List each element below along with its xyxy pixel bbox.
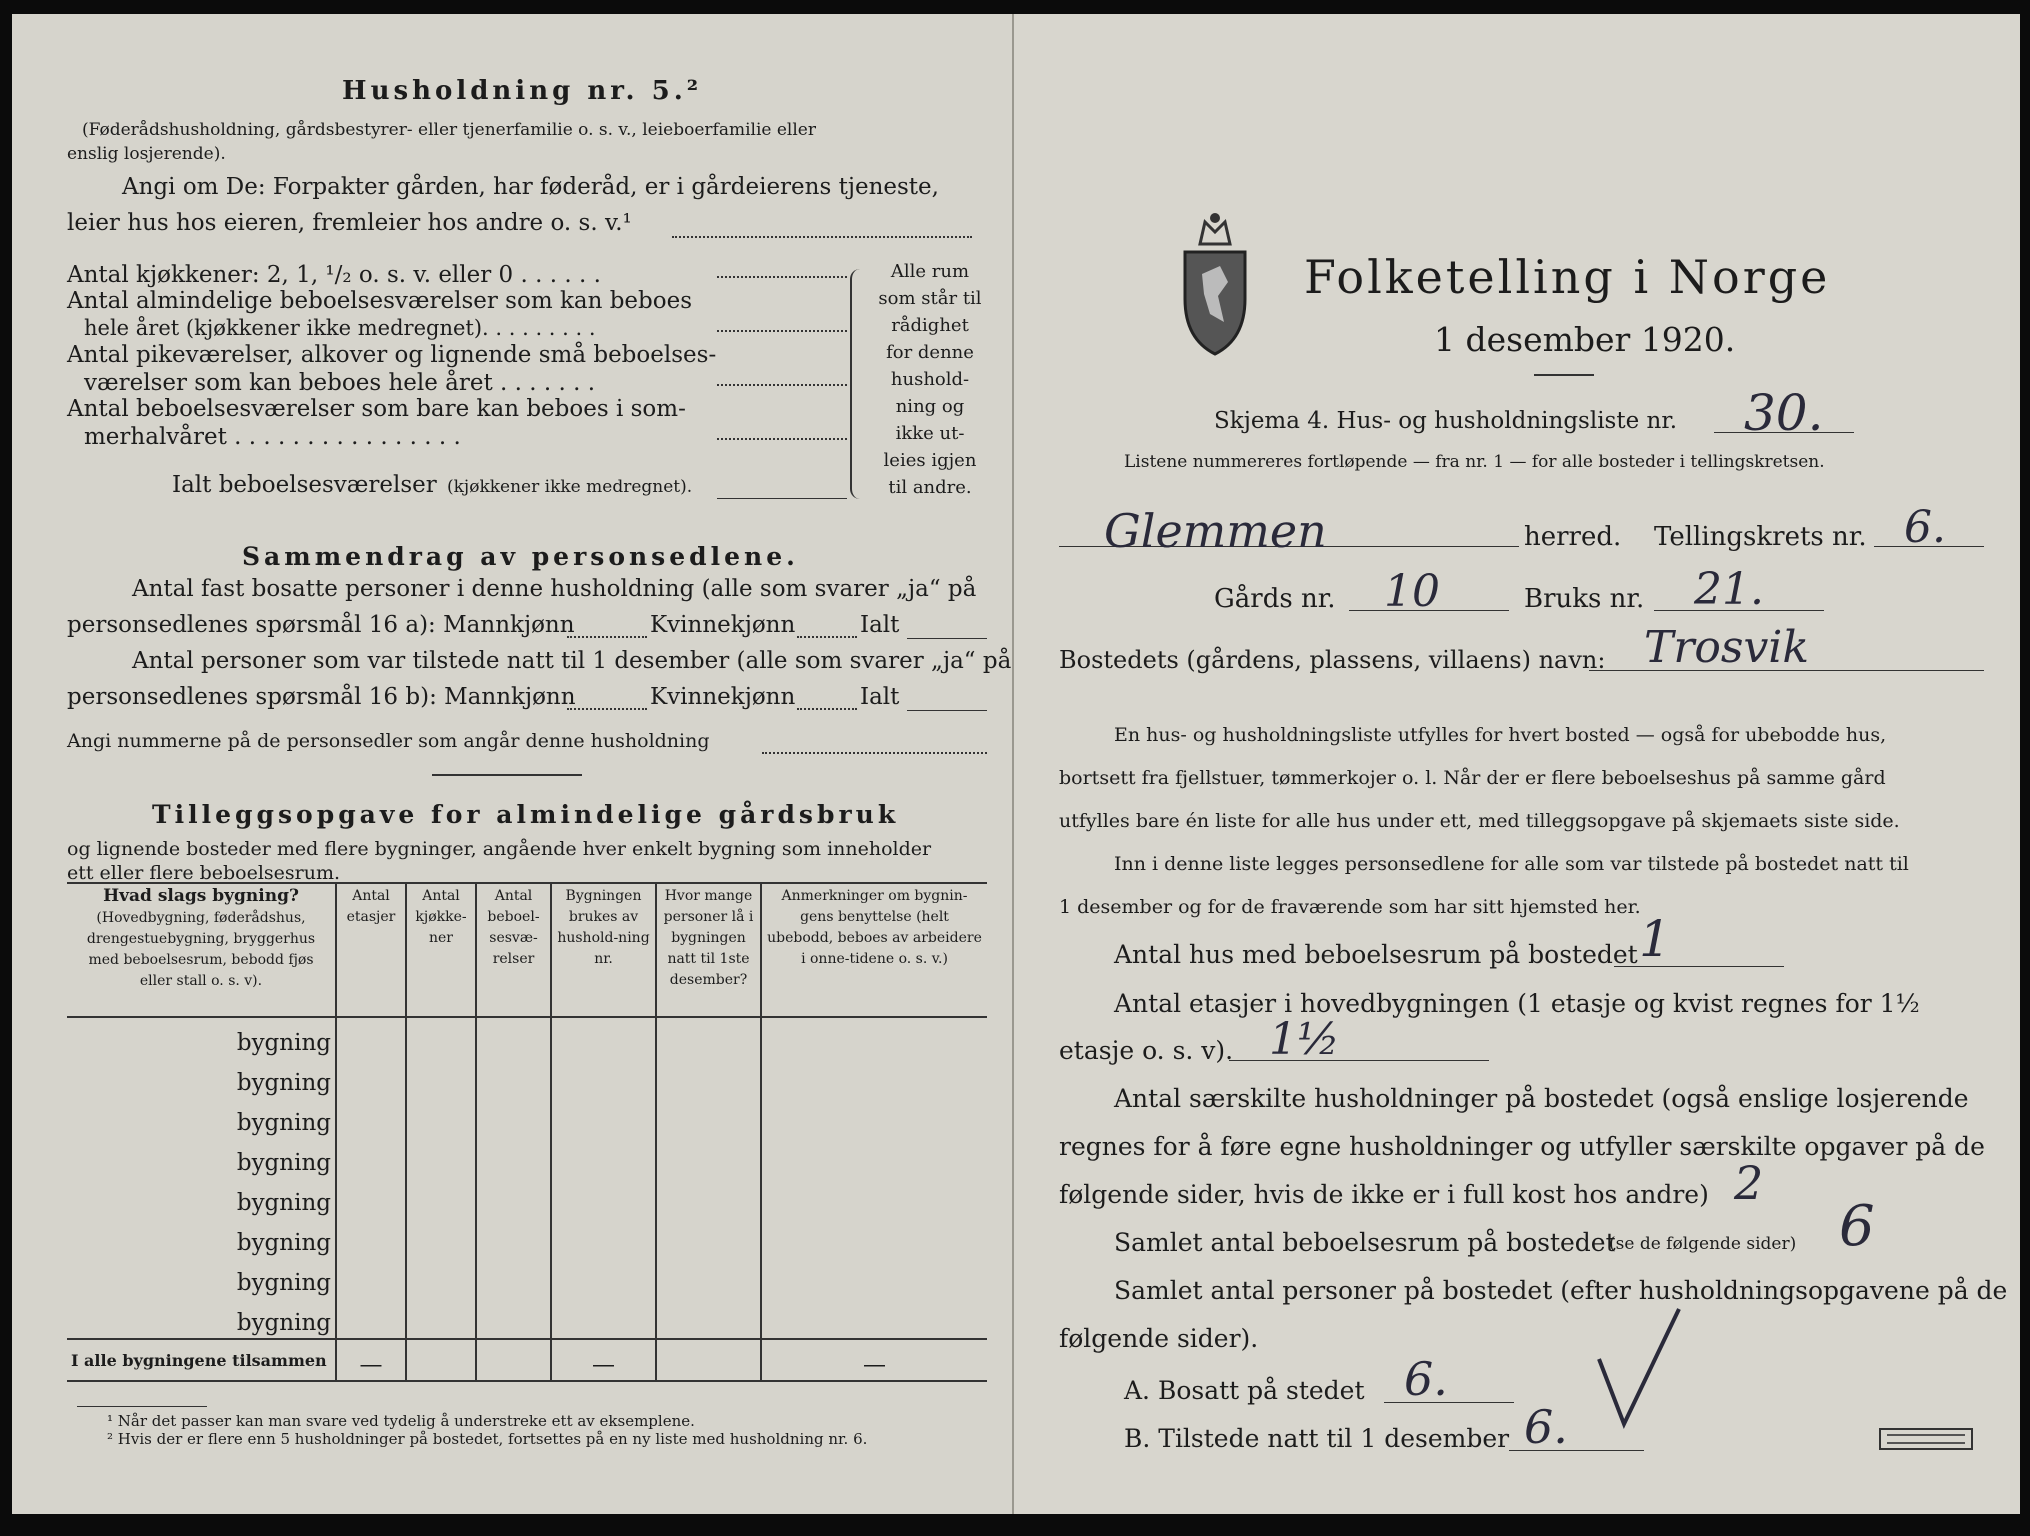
sum2-kvinne-label: Kvinnekjønn (650, 684, 796, 710)
sum2-mann-field (567, 708, 647, 710)
q3-value: 2 (1734, 1156, 1764, 1210)
brace-note-line: som står til (878, 288, 982, 309)
row-label: bygning (236, 1070, 331, 1096)
para-line: bortsett fra fjellstuer, tømmerkojer o. l. Når der er flere beboelseshus på samme gård (1059, 767, 1886, 789)
footnote-1: ¹ Når det passer kan man svare ved tydelig å understreke ett av eksemplene. (107, 1412, 695, 1430)
row-label: bygning (236, 1190, 331, 1216)
household-subtitle: (Føderådshusholdning, gårdsbestyrer- eller tjenerfamilie o. s. v., leieboerfamilie eller (82, 120, 816, 140)
col-header-remarks: Anmerkninger om bygnin-gens benyttelse (helt ubebodd, beboes av arbeidere i onne-tidene o. s. v.) (761, 884, 987, 1017)
col-header-rooms: Antal beboel-sesvæ-relser (476, 884, 551, 1017)
sum2-kvinne-field (797, 708, 857, 710)
herred-value: Glemmen (1104, 504, 1327, 558)
supplement-text-1: og lignende bosteder med flere bygninger, angående hver enkelt bygning som inneholder (67, 838, 932, 860)
gards-value: 10 (1384, 566, 1440, 617)
rooms-total-note: (kjøkkener ikke medregnet). (447, 477, 693, 497)
brace-note-line: til andre. (888, 477, 972, 498)
summary-2b: personsedlenes spørsmål 16 b): Mannkjønn (67, 684, 576, 710)
angi-line-1: Angi om De: Forpakter gården, har føderåd, er i gårdeierens tjeneste, (122, 174, 939, 200)
table-row (67, 1218, 987, 1258)
check-mark-icon (1594, 1304, 1684, 1434)
kitchens-label: Antal kjøkkener: 2, 1, ¹/₂ o. s. v. eller 0 . . . . . . (67, 262, 601, 288)
sum1-mann-field (567, 636, 647, 638)
sum2-ialt-label: Ialt (860, 684, 900, 710)
bosted-value: Trosvik (1644, 622, 1810, 673)
sum1-ialt-label: Ialt (860, 612, 900, 638)
angi-nummerne-field (762, 752, 987, 754)
footnote-2: ² Hvis der er flere enn 5 husholdninger på bostedet, fortsettes på en ny liste med husholdning nr. 6. (107, 1430, 868, 1448)
para-line: En hus- og husholdningsliste utfylles for hvert bosted — også for ubebodde hus, (1114, 724, 1887, 746)
qa-label: A. Bosatt på stedet (1124, 1376, 1365, 1405)
q3a-label: Antal særskilte husholdninger på bostedet (også enslige losjerende (1114, 1084, 1969, 1113)
coat-of-arms-icon (1180, 204, 1250, 364)
schema-label: Skjema 4. Hus- og husholdningsliste nr. (1214, 408, 1678, 434)
sum1-kvinne-label: Kvinnekjønn (650, 612, 796, 638)
bosted-label: Bostedets (gårdens, plassens, villaens) navn: (1059, 646, 1606, 674)
q3b-label: regnes for å føre egne husholdninger og utfyller særskilte opgaver på de (1059, 1132, 1985, 1161)
footnote-rule (77, 1406, 207, 1407)
q4-label: Samlet antal beboelsesrum på bostedet (1114, 1228, 1616, 1257)
table-row (67, 1098, 987, 1138)
instructions-paragraph-1 (1059, 714, 1909, 929)
krets-value: 6. (1904, 502, 1946, 553)
row-label: bygning (236, 1270, 331, 1296)
krets-label: Tellingskrets nr. (1654, 522, 1867, 552)
supplement-title: Tilleggsopgave for almindelige gårdsbruk (152, 800, 900, 829)
census-date: 1 desember 1920. (1434, 320, 1736, 359)
gards-label: Gårds nr. (1214, 584, 1336, 614)
summary-title: Sammendrag av personsedlene. (242, 542, 799, 571)
q5a-label: Samlet antal personer på bostedet (efter husholdningsopgavene på de (1114, 1276, 2008, 1305)
sum1-kvinne-field (797, 636, 857, 638)
q2b-label: etasje o. s. v). (1059, 1036, 1234, 1065)
total-floors: — (336, 1339, 406, 1381)
rooms-1a: Antal almindelige beboelsesværelser som kan beboes (67, 288, 693, 314)
rooms-3-field (717, 438, 847, 440)
schema-value: 30. (1744, 384, 1824, 442)
table-row (67, 1058, 987, 1098)
bruks-value: 21. (1694, 564, 1764, 615)
rooms-1-field (717, 330, 847, 332)
brace-note-line: ikke ut- (895, 423, 965, 444)
para-line: 1 desember og for de fraværende som har sitt hjemsted her. (1059, 896, 1641, 918)
census-title: Folketelling i Norge (1304, 250, 1831, 304)
household-title: Husholdning nr. 5.² (342, 76, 703, 106)
table-row (67, 1258, 987, 1298)
col-header-kitchens: Antal kjøkke-ner (406, 884, 476, 1017)
row-label: bygning (236, 1110, 331, 1136)
q2a-label: Antal etasjer i hovedbygningen (1 etasje og kvist regnes for 1½ (1114, 989, 1920, 1018)
herred-label: herred. (1524, 522, 1622, 552)
qa-value: 6. (1404, 1352, 1448, 1406)
left-page (12, 14, 1012, 1514)
rooms-2a: Antal pikeværelser, alkover og lignende små beboelses- (67, 342, 717, 368)
building-table (67, 884, 987, 1382)
table-row (67, 1178, 987, 1218)
q3c-label: følgende sider, hvis de ikke er i full kost hos andre) (1059, 1180, 1709, 1209)
row-label: bygning (236, 1030, 331, 1056)
rooms-2b: værelser som kan beboes hele året . . . . . . . (84, 370, 596, 396)
qb-value: 6. (1524, 1400, 1568, 1454)
bruks-label: Bruks nr. (1524, 584, 1645, 614)
angi-nummerne: Angi nummerne på de personsedler som angår denne husholdning (67, 730, 710, 752)
sum2-ialt-field (907, 710, 987, 711)
divider (432, 774, 582, 776)
angi-field (672, 236, 972, 238)
q2-field (1229, 1060, 1489, 1061)
para-line: Inn i denne liste legges personsedlene for alle som var tilstede på bostedet natt til (1114, 853, 1909, 875)
row-label: bygning (236, 1150, 331, 1176)
rooms-3a: Antal beboelsesværelser som bare kan beboes i som- (67, 396, 686, 422)
table-total-row (67, 1339, 987, 1381)
summary-1a: Antal fast bosatte personer i denne husholdning (alle som svarer „ja“ på (132, 576, 977, 602)
col-header-household: Bygningen brukes av hushold-ning nr. (551, 884, 656, 1017)
total-household: — (551, 1339, 656, 1381)
q1-value: 1 (1639, 910, 1671, 968)
rooms-2-field (717, 384, 847, 386)
kitchens-field (717, 276, 847, 278)
household-subtitle-2: enslig losjerende). (67, 144, 226, 164)
table-row (67, 1298, 987, 1339)
brace-note-line: for denne (886, 342, 974, 363)
q1-label: Antal hus med beboelsesrum på bostedet (1114, 940, 1638, 969)
summary-2a: Antal personer som var tilstede natt til 1 desember (alle som svarer „ja“ på (132, 648, 1012, 674)
q4-note: (se de følgende sider) (1609, 1234, 1797, 1254)
summary-1b: personsedlenes spørsmål 16 a): Mannkjønn (67, 612, 575, 638)
col-header-floors: Antal etasjer (336, 884, 406, 1017)
schema-note: Listene nummereres fortløpende — fra nr. 1 — for alle bosteder i tellingskretsen. (1124, 452, 1825, 472)
title-divider (1534, 374, 1594, 376)
col-header-persons: Hvor mange personer lå i bygningen natt til 1ste desember? (656, 884, 761, 1017)
para-line: utfylles bare én liste for alle hus under ett, med tilleggsopgave på skjemaets siste side. (1059, 810, 1900, 832)
row-label: bygning (236, 1230, 331, 1256)
rooms-3b: merhalvåret . . . . . . . . . . . . . . . . (84, 424, 461, 450)
rooms-total-label: Ialt beboelsesværelser (172, 472, 437, 498)
brace (850, 269, 866, 499)
total-remarks: — (761, 1339, 987, 1381)
brace-note-line: rådighet (891, 315, 969, 336)
brace-note-line: Alle rum (890, 261, 970, 282)
right-page (1012, 14, 2020, 1514)
col-header-building: Hvad slags bygning? (Hovedbygning, føderådshus, drengestuebygning, bryggerhus med beboelsesrum, bebodd fjøs eller stall o. s. v). (67, 884, 336, 1017)
brace-note-line: hushold- (890, 369, 970, 390)
table-row (67, 1138, 987, 1178)
row-label: bygning (236, 1310, 331, 1336)
q2-value: 1½ (1269, 1014, 1340, 1065)
total-row-label: I alle bygningene tilsammen (71, 1350, 327, 1370)
supplement-text-2: ett eller flere beboelsesrum. (67, 862, 341, 884)
rooms-total-field (717, 498, 847, 499)
q5b-label: følgende sider). (1059, 1324, 1259, 1353)
rooms-1b: hele året (kjøkkener ikke medregnet). . . . . . . . . (84, 316, 596, 340)
brace-note-line: ning og (895, 396, 965, 417)
sum1-ialt-field (907, 638, 987, 639)
angi-line-2: leier hus hos eieren, fremleier hos andre o. s. v.¹ (67, 210, 632, 236)
qb-label: B. Tilstede natt til 1 desember (1124, 1424, 1510, 1453)
brace-note (870, 258, 990, 501)
table-row (67, 1017, 987, 1058)
q4-value: 6 (1839, 1194, 1875, 1259)
printer-stamp (1879, 1428, 1973, 1450)
brace-note-line: leies igjen (883, 450, 977, 471)
